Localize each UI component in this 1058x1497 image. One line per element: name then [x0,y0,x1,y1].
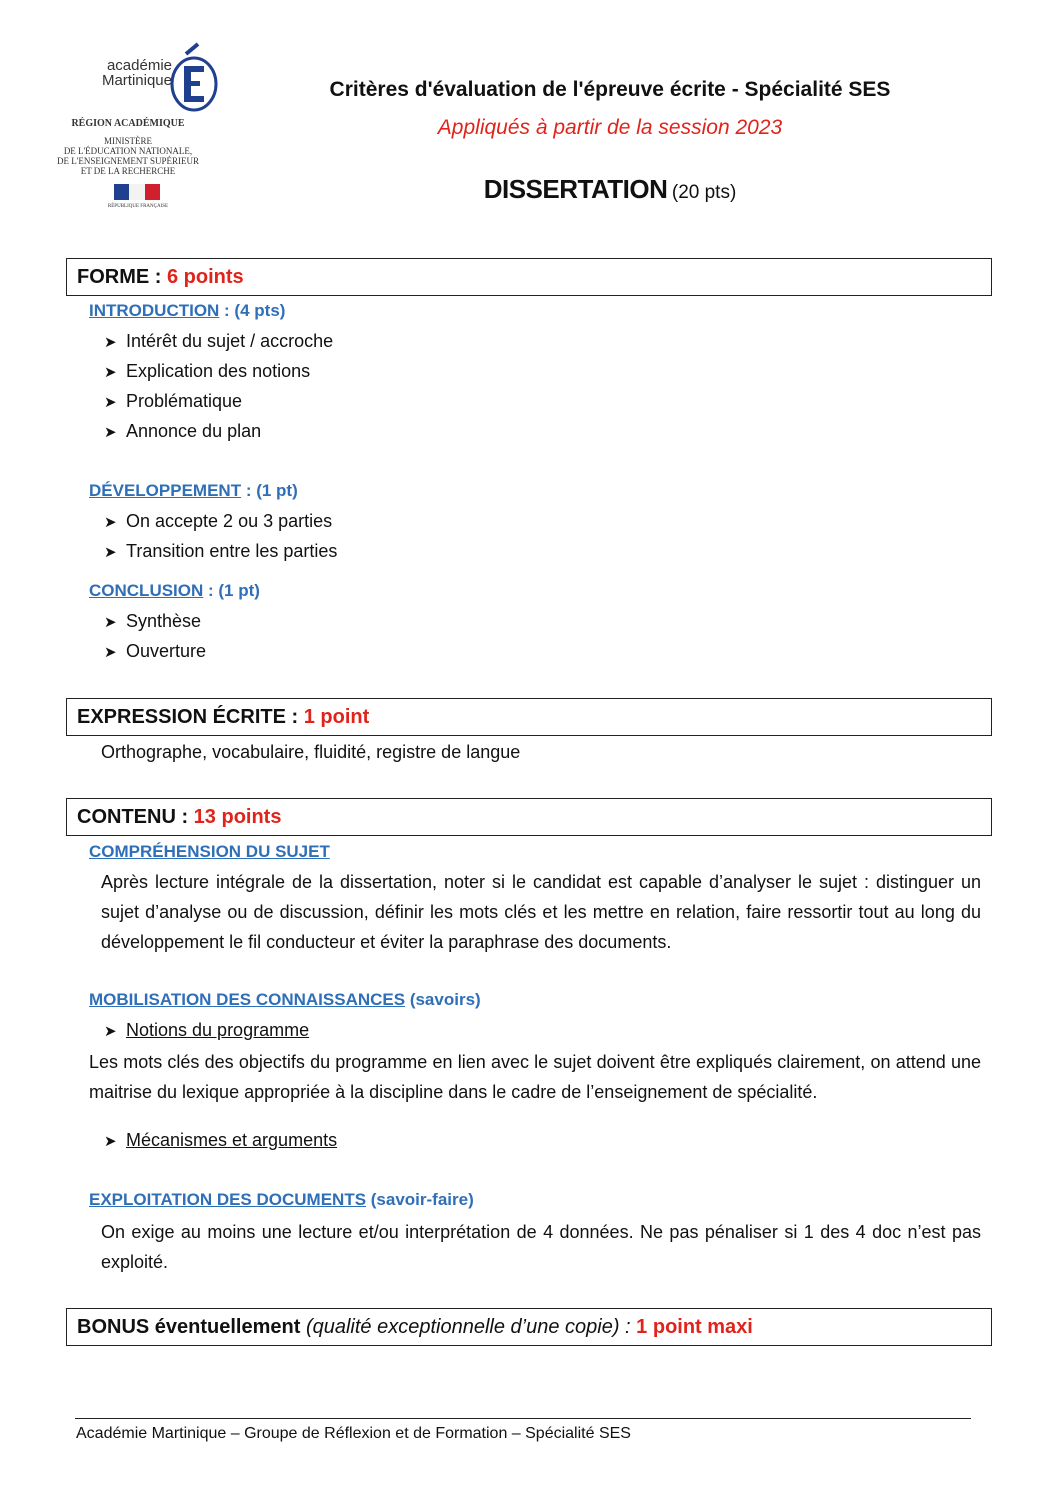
arrowhead-icon: ➤ [104,394,117,411]
marianne-flag-icon [114,184,160,200]
list-item [104,331,333,352]
bonus-note: (qualité exceptionnelle d’une copie) : [305,1316,637,1338]
logo-ministere-line: ET DE LA RECHERCHE [80,166,176,176]
arrowhead-icon: ➤ [104,1133,117,1150]
list-item-text: Synthèse [126,611,202,631]
list-item-text: Mécanismes et arguments [126,1130,338,1150]
section-bonus-header [66,1308,992,1346]
section-label: EXPRESSION ÉCRITE : [77,706,304,728]
section-label: BONUS éventuellement [77,1316,306,1338]
list-item [104,541,337,562]
section-points: 6 points [167,266,244,288]
list-item [104,641,206,662]
subsection-title: COMPRÉHENSION DU SUJET [89,842,330,861]
document-title [300,174,920,205]
arrowhead-icon: ➤ [104,514,117,531]
document-title-main: DISSERTATION [483,174,668,204]
subsection-title: INTRODUCTION [89,301,220,320]
subsection-mobilisation [89,990,481,1010]
arrowhead-icon: ➤ [104,1023,117,1040]
logo-region-text: RÉGION ACADÉMIQUE [71,118,185,129]
subsection-comprehension [89,842,330,862]
subsection-suffix: (savoirs) [405,990,481,1009]
list-item-text: Explication des notions [126,361,311,381]
list-item [104,421,261,442]
section-contenu-header [66,798,992,836]
list-item-text: Transition entre les parties [126,541,338,561]
list-item-text: On accepte 2 ou 3 parties [126,511,333,531]
logo-ministere-line: DE L'ÉDUCATION NATIONALE, [63,146,193,156]
section-points: 1 point maxi [636,1316,753,1338]
subsection-title: CONCLUSION [89,581,204,600]
arrowhead-icon: ➤ [104,334,117,351]
subsection-conclusion [89,581,260,601]
logo-academie-text: académie [106,57,172,74]
exploitation-text: On exige au moins une lecture et/ou interprétation de 4 données. Ne pas pénaliser si 1 des 4 doc n’est pas exploité. [101,1222,981,1272]
list-item [104,511,332,532]
arrowhead-icon: ➤ [104,544,117,561]
subsection-title: MOBILISATION DES CONNAISSANCES [89,990,406,1009]
mobilisation-text: Les mots clés des objectifs du programme en lien avec le sujet doivent être expliqués clairement, on attend une maitrise du lexique appropriée à la discipline dans le cadre de l’enseignement de spécialité. [89,1052,981,1102]
logo-e-svg [168,42,220,112]
footer-divider [75,1418,971,1419]
list-item [104,1130,337,1151]
section-expression-header [66,698,992,736]
arrowhead-icon: ➤ [104,364,117,381]
list-item-text: Notions du programme [126,1020,310,1040]
subsection-suffix: (savoir-faire) [366,1190,474,1209]
logo-ministere-block [28,136,228,176]
list-item [104,611,201,632]
list-item [104,1020,309,1041]
subsection-introduction [89,301,285,321]
subsection-title: DÉVELOPPEMENT [89,481,242,500]
subsection-points: : (1 pt) [203,581,260,600]
arrowhead-icon: ➤ [104,614,117,631]
subsection-title: EXPLOITATION DES DOCUMENTS [89,1190,367,1209]
page-title: Critères d'évaluation de l'épreuve écrite - Spécialité SES [329,78,891,101]
arrowhead-icon: ➤ [104,644,117,661]
list-item-text: Annonce du plan [126,421,262,441]
logo-ministere-line: MINISTÈRE [104,136,152,146]
section-points: 1 point [303,706,370,728]
section-points: 13 points [193,806,282,828]
academie-logo [28,40,228,220]
list-item [104,391,242,412]
page-footer: Académie Martinique – Groupe de Réflexion et de Formation – Spécialité SES [76,1425,631,1442]
comprehension-text: Après lecture intégrale de la dissertation, noter si le candidat est capable d’analyser le sujet : distinguer un sujet d’analyse ou de discussion, définir les mots clés et les mettre en relation, faire ressortir tout au long du développement le fil conducteur et éviter la paraphrase des documents. [101,872,981,952]
subsection-exploitation [89,1190,474,1210]
list-item-text: Problématique [126,391,243,411]
subsection-points: : (1 pt) [241,481,298,500]
academie-wordmark [72,58,172,89]
document-title-points: (20 pts) [671,182,737,203]
list-item-text: Ouverture [126,641,207,661]
list-item-text: Intérêt du sujet / accroche [126,331,334,351]
logo-martinique-text: Martinique [101,72,172,89]
section-label: FORME : [77,266,167,288]
logo-republique-text: RÉPUBLIQUE FRANÇAISE [107,204,169,209]
logo-ministere-line: DE L'ENSEIGNEMENT SUPÉRIEUR [57,156,199,166]
section-forme-header [66,258,992,296]
arrowhead-icon: ➤ [104,424,117,441]
subsection-points: : (4 pts) [219,301,286,320]
subsection-developpement [89,481,298,501]
page-subtitle: Appliqués à partir de la session 2023 [437,116,783,139]
logo-e-emblem [168,42,220,112]
list-item [104,361,310,382]
section-label: CONTENU : [77,806,194,828]
expression-text: Orthographe, vocabulaire, fluidité, registre de langue [101,742,521,762]
